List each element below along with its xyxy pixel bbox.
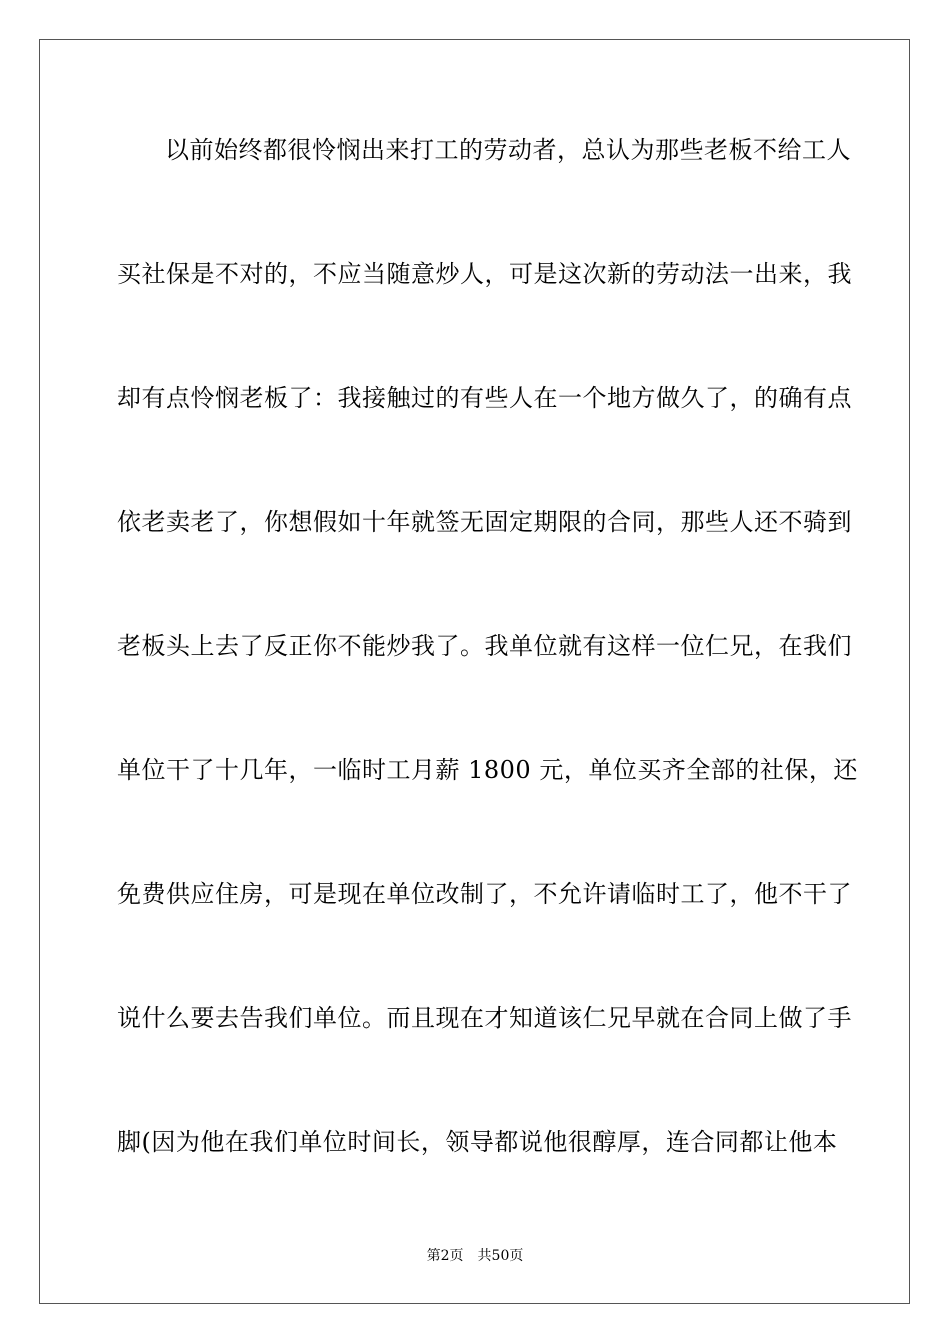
paragraph-line-6: 单位干了十几年，一临时工月薪 1800 元，单位买齐全部的社保，还 <box>117 756 858 784</box>
total-pages: 共50页 <box>477 1248 524 1264</box>
paragraph-line-1: 以前始终都很怜悯出来打工的劳动者，总认为那些老板不给工人 <box>165 136 851 164</box>
page-footer <box>0 1247 950 1265</box>
page-number: 第2页 <box>426 1248 464 1264</box>
paragraph-line-2: 买社保是不对的，不应当随意炒人，可是这次新的劳动法一出来，我 <box>117 260 852 288</box>
paragraph-line-7: 免费供应住房，可是现在单位改制了，不允许请临时工了，他不干了 <box>117 880 852 908</box>
paragraph-line-8: 说什么要去告我们单位。而且现在才知道该仁兄早就在合同上做了手 <box>117 1004 852 1032</box>
paragraph-line-9: 脚(因为他在我们单位时间长，领导都说他很醇厚，连合同都让他本 <box>117 1128 838 1156</box>
paragraph-line-5: 老板头上去了反正你不能炒我了。我单位就有这样一位仁兄，在我们 <box>117 632 852 660</box>
paragraph-line-4: 依老卖老了，你想假如十年就签无固定期限的合同，那些人还不骑到 <box>117 508 852 536</box>
paragraph-line-3: 却有点怜悯老板了：我接触过的有些人在一个地方做久了，的确有点 <box>117 384 852 412</box>
page-border <box>39 39 910 1304</box>
